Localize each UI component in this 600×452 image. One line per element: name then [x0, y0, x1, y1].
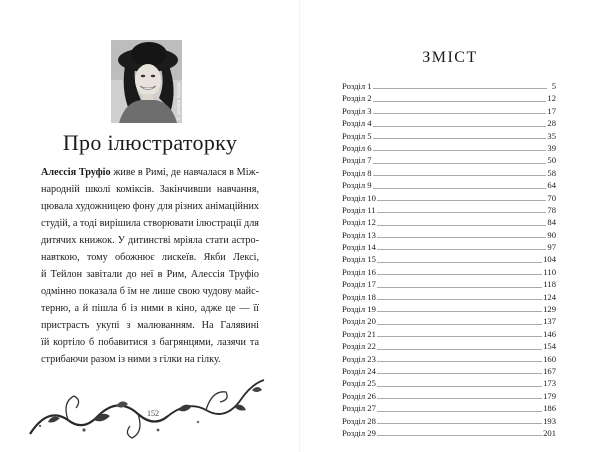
toc-entry[interactable]	[342, 415, 556, 427]
bio-line: дитячих книжок. У дитинстві мріяла стати астро-	[41, 235, 259, 246]
toc-entry[interactable]	[342, 427, 556, 439]
toc-chapter-label: Розділ 27	[342, 403, 376, 414]
toc-page-number: 104	[543, 254, 556, 265]
toc-chapter-label: Розділ 9	[342, 180, 372, 191]
toc-entry[interactable]	[342, 142, 556, 154]
toc-dot-leader	[377, 435, 542, 436]
toc-entry[interactable]	[342, 192, 556, 204]
toc-chapter-label: Розділ 6	[342, 142, 372, 153]
bio-line: цювала художницею фону для різних анімаційних	[41, 201, 259, 212]
toc-entry[interactable]	[342, 402, 556, 414]
toc-chapter-label: Розділ 22	[342, 341, 376, 352]
bio-line: їй кортіло б побавитися з багрянцями, лазячи та	[41, 337, 259, 348]
toc-entry[interactable]	[342, 315, 556, 327]
portrait-image	[111, 40, 182, 123]
toc-chapter-label: Розділ 29	[342, 427, 376, 438]
toc-entry[interactable]	[342, 278, 556, 290]
toc-dot-leader	[373, 175, 547, 176]
toc-chapter-label: Розділ 4	[342, 118, 372, 129]
toc-entry[interactable]	[342, 80, 556, 92]
toc-page-number: 160	[543, 353, 556, 364]
bio-line: терню, а й пішла б із ними в кіно, адже це — її	[41, 303, 259, 314]
toc-chapter-label: Розділ 11	[342, 204, 376, 215]
toc-dot-leader	[377, 423, 542, 424]
toc-page-number: 90	[547, 229, 556, 240]
toc-entry[interactable]	[342, 303, 556, 315]
toc-page-number: 186	[543, 403, 556, 414]
toc-dot-leader	[373, 138, 547, 139]
toc-page-number: 28	[547, 118, 556, 129]
toc-page-number: 5	[551, 81, 556, 91]
toc-entry[interactable]	[342, 92, 556, 104]
toc-entry[interactable]	[342, 390, 556, 402]
about-illustrator-heading: Про ілюстраторку	[62, 130, 238, 155]
toc-chapter-label: Розділ 24	[342, 365, 376, 376]
toc-entry[interactable]	[342, 130, 556, 142]
toc-dot-leader	[377, 311, 542, 312]
toc-chapter-label: Розділ 12	[342, 217, 376, 228]
toc-page-number: 146	[543, 328, 556, 339]
toc-page-number: 64	[547, 180, 556, 191]
bio-line: одмінно показала б їм не лише свою чудову майс-	[41, 286, 259, 297]
toc-chapter-label: Розділ 20	[342, 316, 376, 327]
toc-page-number: 129	[543, 304, 556, 315]
toc-dot-leader	[377, 212, 547, 213]
toc-entry[interactable]	[342, 105, 556, 117]
toc-dot-leader	[377, 386, 542, 387]
toc-entry[interactable]	[342, 179, 556, 191]
toc-dot-leader	[377, 299, 542, 300]
toc-page-number: 17	[547, 105, 556, 116]
toc-dot-leader	[377, 249, 547, 250]
illustrator-bio	[41, 164, 259, 368]
bio-line: й Тейлон завітали до неї в Рим, Алессія Труфіо	[41, 269, 259, 280]
toc-page-number: 118	[543, 279, 556, 290]
illustrator-name: Алессія Труфіо	[41, 167, 111, 178]
toc-entry[interactable]	[342, 266, 556, 278]
toc-dot-leader	[377, 287, 543, 288]
toc-entry[interactable]	[342, 365, 556, 377]
toc-chapter-label: Розділ 7	[342, 155, 372, 166]
toc-dot-leader	[377, 398, 542, 399]
toc-entry[interactable]	[342, 328, 556, 340]
toc-dot-leader	[377, 411, 542, 412]
photo-credit: © Jerome Rossier	[176, 82, 181, 120]
toc-chapter-label: Розділ 17	[342, 279, 376, 290]
toc-page-number: 124	[543, 291, 556, 302]
toc-dot-leader	[377, 237, 547, 238]
toc-dot-leader	[377, 361, 542, 362]
toc-dot-leader	[373, 126, 547, 127]
toc-dot-leader	[377, 373, 542, 374]
toc-page-number: 50	[547, 155, 556, 166]
toc-dot-leader	[373, 101, 547, 102]
toc-entry[interactable]	[342, 253, 556, 265]
toc-page-number: 78	[547, 204, 556, 215]
toc-dot-leader	[373, 88, 547, 89]
toc-dot-leader	[377, 349, 542, 350]
toc-chapter-label: Розділ 13	[342, 229, 376, 240]
toc-chapter-label: Розділ 18	[342, 291, 376, 302]
toc-dot-leader	[373, 150, 547, 151]
toc-page-number: 173	[543, 378, 556, 389]
bio-line: народній школі коміксів. Закінчивши навчання,	[41, 184, 259, 195]
toc-entry[interactable]	[342, 377, 556, 389]
toc-page-number: 70	[547, 192, 556, 203]
toc-page-number: 154	[543, 341, 556, 352]
toc-page-number: 12	[547, 93, 556, 104]
toc-dot-leader	[373, 113, 547, 114]
bio-line: пристрасть укупі з малюванням. На Галявині	[41, 320, 259, 331]
toc-entry[interactable]	[342, 340, 556, 352]
toc-entry[interactable]	[342, 154, 556, 166]
toc-page-number: 39	[547, 142, 556, 153]
toc-entry[interactable]	[342, 204, 556, 216]
toc-dot-leader	[373, 188, 547, 189]
toc-dot-leader	[377, 336, 542, 337]
toc-entry[interactable]	[342, 117, 556, 129]
toc-page-number: 58	[547, 167, 556, 178]
toc-heading: ЗМІСТ	[422, 49, 478, 66]
toc-entry[interactable]	[342, 229, 556, 241]
illustrator-photo	[111, 40, 182, 123]
toc-chapter-label: Розділ 26	[342, 390, 376, 401]
toc-page-number: 137	[543, 316, 556, 327]
toc-chapter-label: Розділ 10	[342, 192, 376, 203]
page-gutter	[299, 0, 300, 452]
toc-chapter-label: Розділ 8	[342, 167, 372, 178]
toc-chapter-label: Розділ 2	[342, 93, 372, 104]
bio-line: стрибаючи разом із ними з гілки на гілку.	[41, 354, 221, 365]
toc-page-number: 201	[543, 427, 556, 438]
toc-chapter-label: Розділ 15	[342, 254, 376, 265]
toc-entry[interactable]	[342, 353, 556, 365]
toc-chapter-label: Розділ 19	[342, 304, 376, 315]
toc-chapter-label: Розділ 1	[342, 81, 372, 91]
toc-dot-leader	[377, 274, 543, 275]
toc-chapter-label: Розділ 21	[342, 328, 376, 339]
toc-entry[interactable]	[342, 291, 556, 303]
toc-dot-leader	[377, 225, 547, 226]
table-of-contents	[342, 80, 556, 439]
toc-page-number: 179	[543, 390, 556, 401]
toc-page-number: 167	[543, 365, 556, 376]
toc-page-number: 110	[543, 266, 556, 277]
bio-line-text: живе в Римі, де навчалася в Між-	[110, 167, 259, 178]
toc-chapter-label: Розділ 14	[342, 242, 376, 253]
toc-entry[interactable]	[342, 216, 556, 228]
toc-chapter-label: Розділ 23	[342, 353, 376, 364]
toc-entry[interactable]	[342, 241, 556, 253]
toc-chapter-label: Розділ 28	[342, 415, 376, 426]
toc-dot-leader	[373, 163, 547, 164]
toc-dot-leader	[377, 262, 542, 263]
toc-page-number: 35	[547, 130, 556, 141]
toc-page-number: 84	[547, 217, 556, 228]
toc-page-number: 193	[543, 415, 556, 426]
toc-dot-leader	[377, 200, 547, 201]
bio-line	[41, 164, 259, 181]
toc-chapter-label: Розділ 5	[342, 130, 372, 141]
toc-chapter-label: Розділ 25	[342, 378, 376, 389]
toc-dot-leader	[377, 324, 542, 325]
bio-line: навткою, тому обожнює лискеїв. Якби Лексі,	[41, 252, 259, 263]
page-number: 152	[147, 409, 159, 418]
toc-page-number: 97	[547, 242, 556, 253]
toc-chapter-label: Розділ 3	[342, 105, 372, 116]
toc-entry[interactable]	[342, 167, 556, 179]
toc-chapter-label: Розділ 16	[342, 266, 376, 277]
bio-line: студій, а тоді вирішила створювати ілюстрації для	[41, 218, 259, 229]
